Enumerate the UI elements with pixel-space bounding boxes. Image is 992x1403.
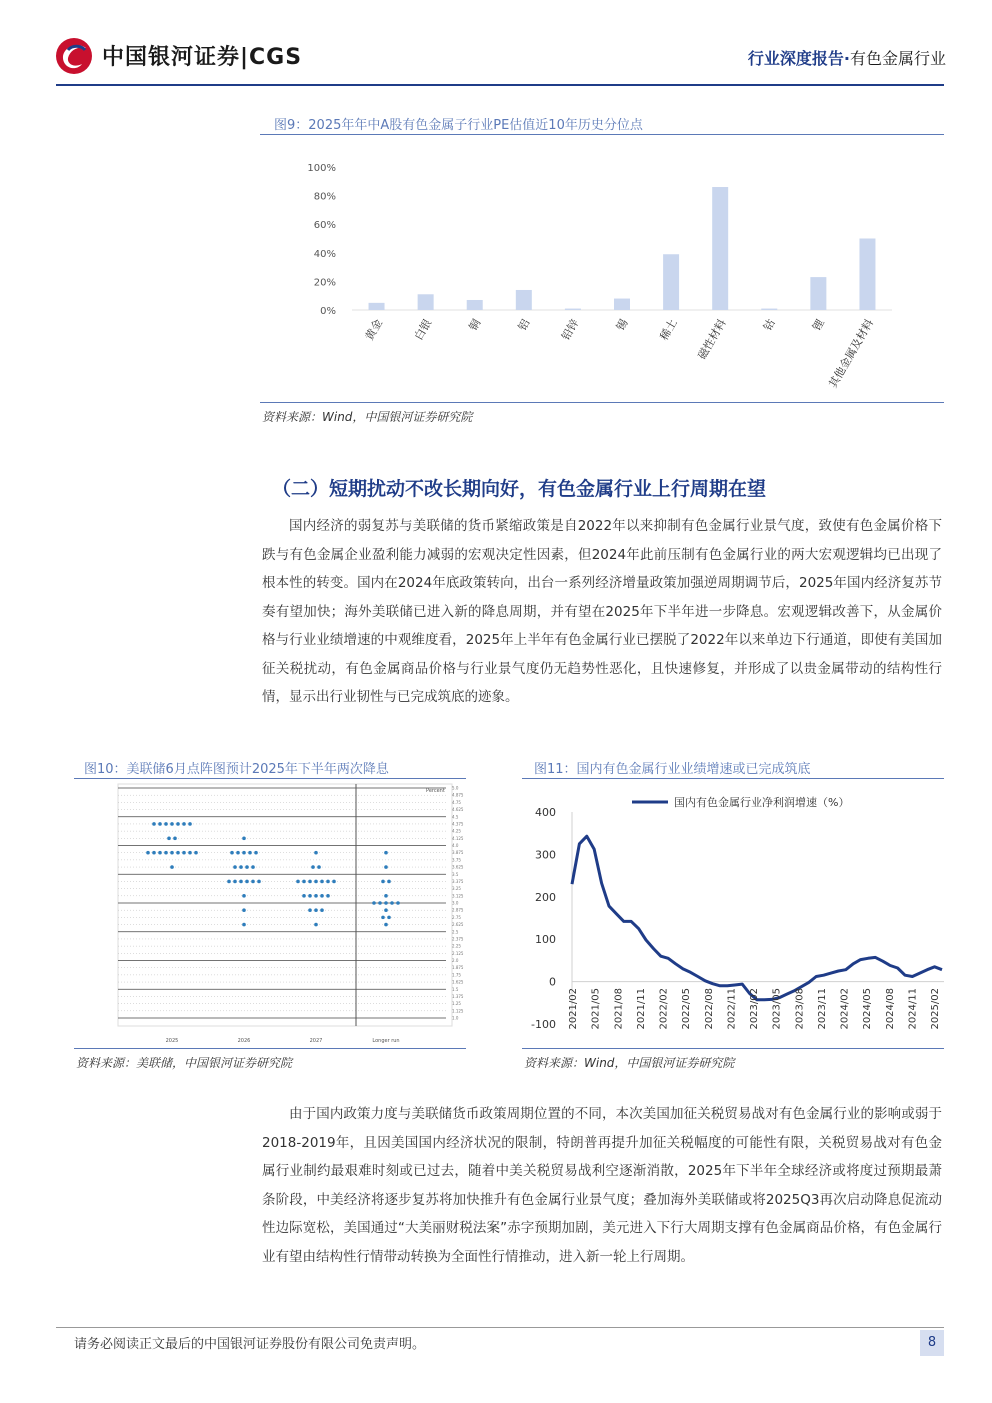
- figure9-bar: [565, 309, 581, 310]
- figure10-dot: [378, 901, 382, 905]
- page-number: 8: [920, 1330, 944, 1356]
- figure10-y-tick-label: 3.0: [452, 900, 459, 906]
- figure10-x-tick-label: 2025: [165, 1038, 179, 1044]
- figure9-y-tick-label: 40%: [313, 248, 336, 260]
- figure10-dot: [311, 865, 315, 869]
- figure11-x-tick-label: 2021/11: [635, 988, 647, 1030]
- figure10-y-tick-label: 4.125: [452, 835, 464, 841]
- figure11-x-tick-label: 2024/11: [907, 988, 919, 1030]
- figure9-category-label: 磁性材料: [695, 317, 729, 362]
- figure10-y-tick-label: 4.375: [452, 821, 464, 827]
- footer-divider: [56, 1327, 944, 1328]
- figure10-dot: [170, 822, 174, 826]
- figure10-dot: [381, 880, 385, 884]
- figure11-x-tick-label: 2022/02: [658, 988, 670, 1030]
- figure9-top-rule: [260, 134, 944, 135]
- figure10-y-tick-label: 3.125: [452, 893, 464, 899]
- figure10-dot: [384, 901, 388, 905]
- figure10-x-tick-label: Longer run: [372, 1038, 400, 1044]
- figure10-title: 图10：美联储6月点阵图预计2025年下半年两次降息: [84, 762, 389, 777]
- figure10-dot: [230, 851, 234, 855]
- body-paragraph-1: 国内经济的弱复苏与美联储的货币紧缩政策是自2022年以来抑制有色金属行业景气度，致使有色金属价格下跌与有色金属企业盈利能力减弱的宏观决定性因素，但2024年此前压制有色金属行业的两大宏观逻辑均已出现了根本性的转变。国内在2024年底政策转向，出台一系列经济增量政策加强逆周期调节后，2025年国内经济复苏节奏有望加快；海外美联储已进入新的降息周期，并有望在2025年下半年进一步降息。宏观逻辑改善下，从金属价格与行业业绩增速的中观维度看，2025年上半年有色金属行业已摆脱了2022年以来单边下行通道，即使有美国加征关税扰动，有色金属商品价格与行业景气度仍无趋势性恶化，且快速修复，并形成了以贵金属带动的结构性行情，显示出行业韧性与已完成筑底的迹象。: [262, 518, 942, 705]
- figure10-dot: [227, 880, 231, 884]
- figure10-y-tick-label: 2.0: [452, 958, 459, 963]
- figure9-bar: [663, 254, 679, 310]
- figure10-y-tick-label: 2.75: [452, 914, 461, 920]
- figure11-x-tick-label: 2024/02: [839, 988, 851, 1030]
- figure9-y-tick-label: 20%: [313, 277, 336, 289]
- figure10-y-tick-label: 2.25: [452, 943, 461, 949]
- figure10-source: 资料来源：美联储，中国银河证券研究院: [76, 1056, 293, 1070]
- figure10-dot: [317, 865, 321, 869]
- figure10-dot: [182, 851, 186, 855]
- figure10-y-tick-label: 1.875: [452, 965, 464, 971]
- figure10-y-tick-label: 3.875: [452, 850, 464, 856]
- figure10-dot: [308, 880, 312, 884]
- figure10-dot: [251, 880, 255, 884]
- figure10-dot: [384, 923, 388, 927]
- figure10-dot: [332, 880, 336, 884]
- figure10-dot: [302, 894, 306, 898]
- figure11-top-rule: [522, 778, 944, 779]
- figure9-bar: [614, 299, 630, 310]
- figure10-dot: [188, 822, 192, 826]
- figure10-dot: [173, 837, 177, 841]
- figure10-dot: [314, 894, 318, 898]
- figure9-source: 资料来源：Wind，中国银河证券研究院: [262, 410, 473, 424]
- figure10-dot: [158, 822, 162, 826]
- figure9-title: 图9：2025年年中A股有色金属子行业PE估值近10年历史分位点: [274, 118, 643, 133]
- figure10-dot: [245, 865, 249, 869]
- footer-disclaimer: 请务必阅读正文最后的中国银河证券股份有限公司免责声明。: [74, 1337, 426, 1352]
- figure11-x-tick-label: 2021/05: [590, 988, 602, 1030]
- figure11-legend-label: 国内有色金属行业净利润增速（%）: [674, 796, 850, 809]
- figure10-dot: [296, 880, 300, 884]
- figure9-category-label: 钴: [761, 317, 778, 334]
- body-paragraph-2: 由于国内政策力度与美联储货币政策周期位置的不同，本次美国加征关税贸易战对有色金属行业的影响或弱于2018-2019年，且因美国国内经济状况的限制，特朗普再提升加征关税幅度的可能性有限，关税贸易战对有色金属行业制约最艰难时刻或已过去，随着中美关税贸易战利空逐渐消散，2025年下半年全球经济或将度过预期最萧条阶段，中美经济将逐步复苏将加快推升有色金属行业景气度；叠加海外美联储或将2025Q3再次启动降息促流动性边际宽松，美国通过“大美丽财税法案”赤字预期加剧，美元进入下行大周期支撑有色金属商品价格，有色金属行业有望由结构性行情带动转换为全面性行情推动，进入新一轮上行周期。: [262, 1106, 942, 1265]
- figure9-y-tick-label: 80%: [313, 191, 336, 203]
- figure11-x-tick-label: 2022/11: [726, 988, 738, 1030]
- figure9-category-label: 铝: [515, 317, 533, 334]
- figure9-bar-chart: [260, 150, 944, 398]
- figure11-series-line: [572, 836, 942, 1000]
- figure10-dot: [245, 880, 249, 884]
- figure10-dot: [164, 851, 168, 855]
- figure10-dot: [242, 923, 246, 927]
- figure10-y-tick-label: 3.25: [452, 886, 461, 892]
- figure10-dot: [326, 880, 330, 884]
- figure10-dot: [242, 851, 246, 855]
- figure10-dot: [396, 901, 400, 905]
- figure11-y-tick-label: 0: [549, 975, 556, 989]
- figure10-dot: [384, 865, 388, 869]
- figure11-x-tick-label: 2025/02: [930, 988, 941, 1030]
- figure10-x-tick-label: 2027: [309, 1038, 323, 1044]
- figure9-y-tick-label: 60%: [313, 220, 336, 232]
- figure11-line-chart: [522, 782, 944, 1048]
- figure10-y-tick-label: 4.75: [452, 799, 461, 805]
- figure10-y-tick-label: 1.25: [452, 1001, 461, 1007]
- figure10-y-tick-label: 1.75: [452, 972, 461, 978]
- figure10-y-tick-label: 4.625: [452, 807, 464, 813]
- figure11-y-tick-label: 300: [535, 848, 556, 862]
- figure10-dot: [164, 822, 168, 826]
- figure11-bottom-rule: [522, 1048, 944, 1049]
- figure10-dot: [239, 865, 243, 869]
- figure10-dot: [384, 908, 388, 912]
- figure10-dot: [314, 880, 318, 884]
- figure10-dot: [314, 923, 318, 927]
- figure10-y-tick-label: 2.375: [452, 936, 464, 942]
- figure10-dot: [248, 851, 252, 855]
- figure11-x-tick-label: 2023/11: [816, 988, 828, 1030]
- figure10-dot: [146, 851, 150, 855]
- figure10-dot: [320, 880, 324, 884]
- figure9-bar: [516, 290, 532, 310]
- figure10-y-tick-label: 4.5: [452, 814, 459, 820]
- figure9-bar: [418, 294, 434, 310]
- cgs-logo-icon: [54, 36, 94, 76]
- figure10-y-tick-label: 1.375: [452, 993, 464, 999]
- figure9-category-label: 其他金属及材料: [826, 317, 877, 391]
- report-type-label: [748, 46, 946, 69]
- figure10-y-tick-label: 4.0: [452, 843, 459, 848]
- figure10-dot: [236, 851, 240, 855]
- figure10-dot-plot: [74, 780, 466, 1048]
- figure10-dot: [233, 865, 237, 869]
- figure11-y-tick-label: 200: [535, 890, 556, 904]
- figure9-category-label: 稀土: [657, 317, 680, 343]
- figure9-bar: [712, 187, 728, 310]
- figure10-y-tick-label: 4.25: [452, 828, 461, 834]
- figure11-y-tick-label: 400: [535, 806, 556, 819]
- figure10-dot: [176, 851, 180, 855]
- figure10-dot: [372, 901, 376, 905]
- figure11-x-tick-label: 2024/05: [862, 988, 874, 1030]
- figure9-category-label: 黄金: [362, 317, 386, 343]
- figure10-dot: [194, 851, 198, 855]
- figure10-y-tick-label: 3.625: [452, 864, 464, 870]
- industry-label: 有色金属行业: [849, 49, 946, 68]
- figure11-source: 资料来源：Wind，中国银河证券研究院: [524, 1056, 735, 1070]
- figure10-dot: [254, 851, 258, 855]
- figure10-dot: [233, 880, 237, 884]
- section-heading: （二）短期扰动不改长期向好，有色金属行业上行周期在望: [272, 478, 767, 500]
- figure9-y-tick-label: 100%: [307, 163, 336, 174]
- figure10-dot: [152, 851, 156, 855]
- figure10-y-tick-label: 1.0: [452, 1015, 459, 1021]
- figure9-category-label: 白银: [411, 317, 435, 343]
- figure10-dot: [308, 908, 312, 912]
- figure10-y-tick-label: 2.5: [452, 929, 459, 935]
- figure9-bar: [761, 309, 777, 310]
- figure11-y-tick-label: -100: [531, 1018, 556, 1031]
- figure10-dot: [251, 865, 255, 869]
- figure10-dot: [314, 851, 318, 855]
- figure10-dot: [158, 851, 162, 855]
- figure10-dot: [182, 822, 186, 826]
- figure10-dot: [384, 894, 388, 898]
- figure9-bar: [369, 303, 385, 310]
- figure10-dot: [326, 894, 330, 898]
- figure10-dot: [381, 916, 385, 920]
- figure11-x-tick-label: 2021/02: [568, 988, 579, 1030]
- figure11-y-tick-label: 100: [535, 933, 556, 947]
- figure10-dot: [390, 901, 394, 905]
- figure10-dot: [314, 908, 318, 912]
- figure10-y-tick-label: 1.625: [452, 979, 464, 985]
- figure10-dot: [188, 851, 192, 855]
- figure10-legend: Percent: [426, 788, 445, 794]
- figure9-bar: [467, 300, 483, 310]
- figure9-category-label: 铜: [466, 317, 484, 334]
- figure10-dot: [302, 880, 306, 884]
- figure10-dot: [308, 894, 312, 898]
- figure10-plot-frame: [118, 784, 452, 1026]
- figure9-bar: [810, 277, 826, 310]
- figure10-top-rule: [74, 778, 466, 779]
- figure10-dot: [239, 880, 243, 884]
- figure10-dot: [257, 880, 261, 884]
- header-divider: [56, 84, 944, 86]
- figure10-dot: [242, 894, 246, 898]
- figure10-y-tick-label: 2.625: [452, 922, 464, 928]
- figure10-dot: [320, 908, 324, 912]
- figure11-title: 图11：国内有色金属行业业绩增速或已完成筑底: [534, 762, 811, 777]
- figure10-dot: [387, 880, 391, 884]
- figure10-y-tick-label: 5.0: [452, 785, 459, 791]
- figure11-x-tick-label: 2021/08: [613, 988, 625, 1030]
- figure10-dot: [152, 822, 156, 826]
- figure10-y-tick-label: 1.125: [452, 1008, 464, 1014]
- figure10-dot: [384, 851, 388, 855]
- figure10-y-tick-label: 2.875: [452, 907, 464, 913]
- figure9-y-tick-label: 0%: [320, 306, 336, 317]
- figure11-x-tick-label: 2023/05: [771, 988, 783, 1030]
- figure10-dot: [170, 865, 174, 869]
- figure9-bottom-rule: [260, 402, 944, 403]
- figure11-x-tick-label: 2023/08: [794, 988, 806, 1030]
- figure10-y-tick-label: 3.375: [452, 878, 464, 884]
- figure11-x-tick-label: 2022/08: [703, 988, 715, 1030]
- figure10-dot: [176, 822, 180, 826]
- figure10-dot: [167, 837, 171, 841]
- figure10-dot: [242, 837, 246, 841]
- figure10-dot: [170, 851, 174, 855]
- figure9-category-label: 铅锌: [559, 317, 582, 343]
- figure10-dot: [387, 916, 391, 920]
- figure10-dot: [320, 894, 324, 898]
- figure10-y-tick-label: 1.5: [452, 986, 459, 992]
- figure10-y-tick-label: 3.75: [452, 857, 461, 863]
- figure11-x-tick-label: 2024/08: [884, 988, 896, 1030]
- figure11-x-tick-label: 2022/05: [681, 988, 693, 1030]
- figure10-y-tick-label: 4.875: [452, 792, 464, 798]
- figure10-y-tick-label: 3.5: [452, 871, 459, 877]
- figure10-bottom-rule: [74, 1048, 466, 1049]
- figure9-category-label: 锂: [810, 317, 827, 334]
- figure10-x-tick-label: 2026: [237, 1038, 251, 1044]
- figure9-bar: [859, 239, 875, 311]
- report-type: 行业深度报告·: [747, 49, 850, 68]
- figure11-x-tick-label: 2023/02: [749, 988, 760, 1030]
- figure10-y-tick-label: 2.125: [452, 950, 464, 956]
- figure9-category-label: 锡: [613, 317, 631, 334]
- figure10-dot: [242, 908, 246, 912]
- brand-logo-text: 中国银河证券|CGS: [102, 45, 303, 70]
